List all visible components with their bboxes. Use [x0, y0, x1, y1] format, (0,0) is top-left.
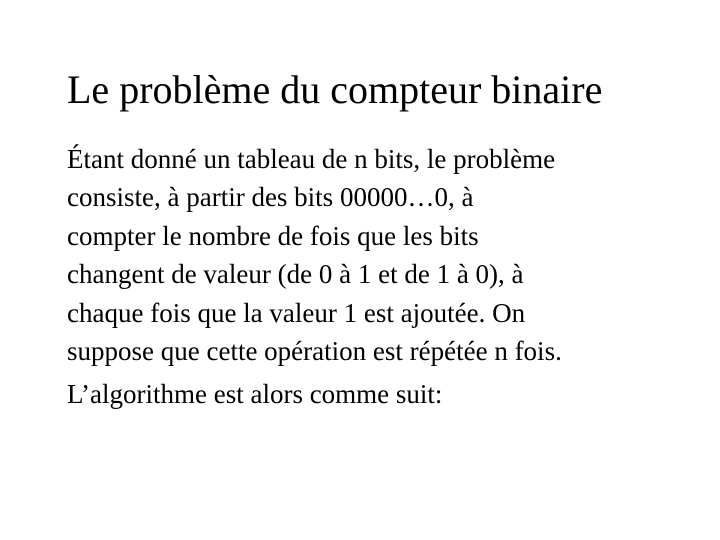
body-line: changent de valeur (de 0 à 1 et de 1 à 0), à: [67, 259, 524, 290]
body-line: suppose que cette opération est répétée n fois.: [67, 336, 562, 367]
body-line: Étant donné un tableau de n bits, le problème: [67, 144, 556, 174]
body-line: consiste, à partir des bits 00000…0, à: [67, 182, 474, 213]
slide-title: Le problème du compteur binaire: [67, 67, 603, 112]
body-line: compter le nombre de fois que les bits: [67, 220, 479, 251]
slide-body: [67, 140, 667, 414]
body-line: chaque fois que la valeur 1 est ajoutée. On: [67, 297, 526, 328]
body-paragraph-algorithm: L’algorithme est alors comme suit:: [67, 379, 443, 410]
